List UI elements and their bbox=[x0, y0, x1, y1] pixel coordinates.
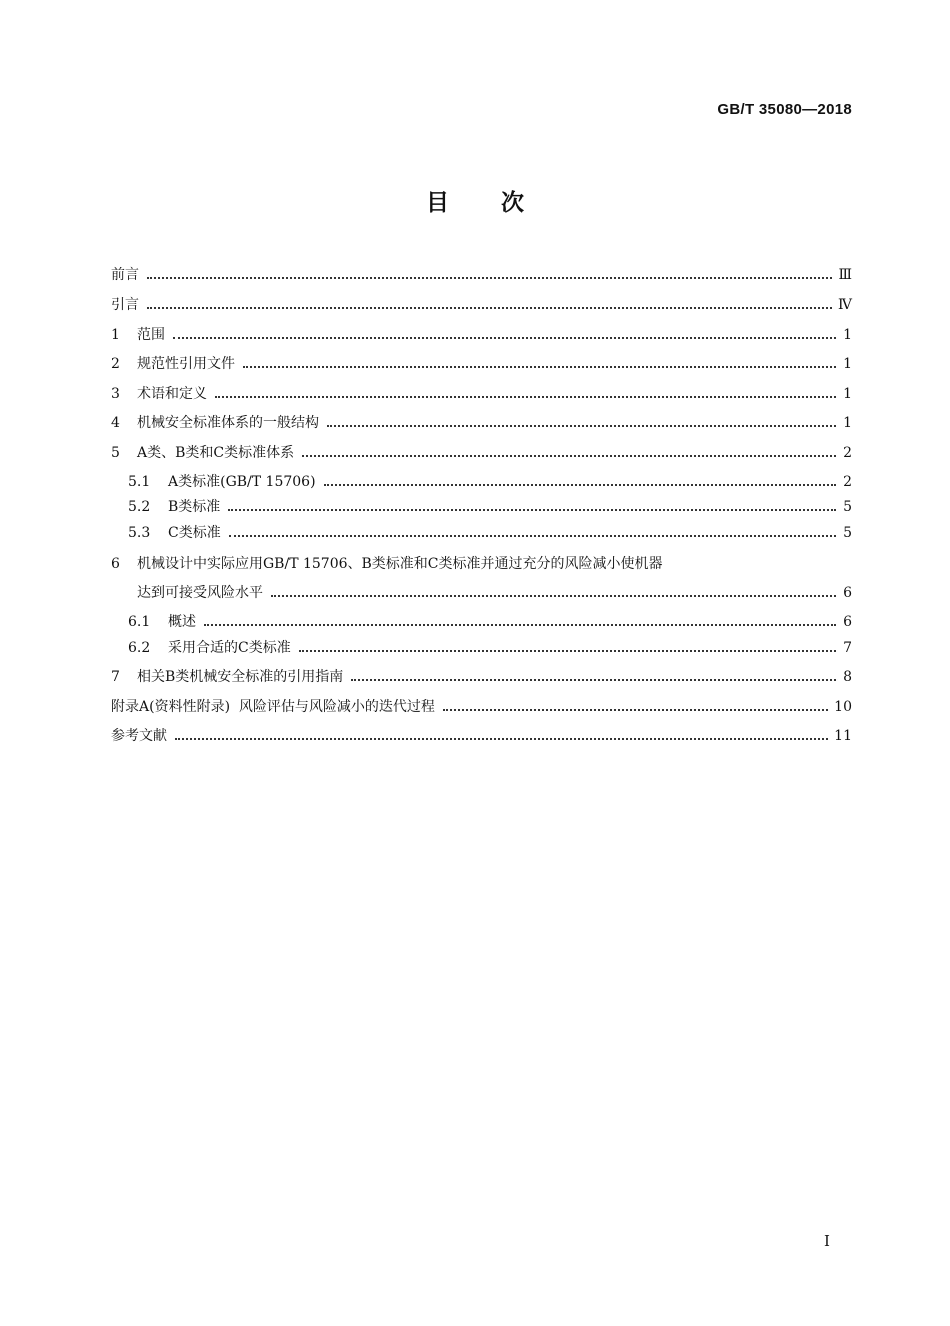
toc-entry-number: 4 bbox=[111, 415, 120, 431]
toc-entry-4[interactable] bbox=[111, 410, 852, 432]
toc-entry-label bbox=[111, 355, 235, 373]
toc-leader-dots bbox=[271, 595, 836, 597]
toc-entry-page: Ⅳ bbox=[838, 297, 852, 313]
toc-entry-page: 2 bbox=[843, 445, 852, 461]
toc-entry-number: 6 bbox=[111, 556, 120, 572]
toc-entry-label: 引言 bbox=[111, 297, 139, 313]
toc-entry-page: 6 bbox=[843, 585, 852, 601]
toc-entry-text: 相关B类机械安全标准的引用指南 bbox=[137, 669, 344, 685]
toc-entry-3[interactable] bbox=[111, 381, 852, 403]
toc-entry-6[interactable] bbox=[111, 551, 852, 573]
toc-entry-text: 采用合适的C类标准 bbox=[168, 640, 291, 656]
toc-entry-number: 1 bbox=[111, 327, 120, 343]
toc-entry-6-2[interactable] bbox=[128, 635, 852, 657]
toc-entry-7[interactable] bbox=[111, 664, 852, 686]
toc-entry-text: 范围 bbox=[137, 327, 165, 343]
toc-entry-label bbox=[111, 444, 294, 462]
toc-entry-label: 达到可接受风险水平 bbox=[137, 585, 263, 601]
toc-entry-number: 3 bbox=[111, 386, 120, 402]
toc-entry-page: 1 bbox=[843, 327, 852, 343]
toc-entry-number: 5.3 bbox=[128, 525, 151, 541]
toc-entry-label bbox=[128, 473, 316, 491]
toc-entry-label bbox=[111, 414, 319, 432]
toc-entry-2[interactable] bbox=[111, 351, 852, 373]
toc-entry-number: 6.1 bbox=[128, 614, 151, 630]
toc-leader-dots bbox=[215, 396, 836, 398]
toc-entry-page: 10 bbox=[834, 699, 852, 715]
toc-entry-text: B类标准 bbox=[168, 499, 221, 515]
toc-entry-page: 11 bbox=[834, 728, 852, 744]
toc-leader-dots bbox=[302, 455, 836, 457]
toc-leader-dots bbox=[147, 277, 832, 279]
toc-leader-dots bbox=[175, 738, 828, 740]
toc-entry-number: 5.1 bbox=[128, 474, 151, 490]
toc-entry-6-1[interactable] bbox=[128, 609, 852, 631]
toc-leader-dots bbox=[229, 535, 836, 537]
title-char-1: 目 bbox=[426, 190, 449, 216]
toc-leader-dots bbox=[228, 509, 836, 511]
toc-leader-dots bbox=[299, 650, 836, 652]
toc-entry-page: 1 bbox=[843, 356, 852, 372]
toc-entry-text: A类、B类和C类标准体系 bbox=[137, 445, 295, 461]
toc-entry-label bbox=[128, 498, 220, 516]
toc-entry-text: 机械安全标准体系的一般结构 bbox=[137, 415, 319, 431]
toc-entry-number: 2 bbox=[111, 356, 120, 372]
toc-entry-page: 5 bbox=[843, 525, 852, 541]
page-title bbox=[0, 184, 950, 217]
toc-entry-label bbox=[128, 639, 291, 657]
toc-leader-dots bbox=[443, 709, 828, 711]
toc-entry-text: 机械设计中实际应用GB/T 15706、B类标准和C类标准并通过充分的风险减小使机器 bbox=[137, 556, 663, 572]
toc-leader-dots bbox=[147, 307, 832, 309]
toc-entry-page: 6 bbox=[843, 614, 852, 630]
toc-entry-number: 7 bbox=[111, 669, 120, 685]
toc-entry-number: 5.2 bbox=[128, 499, 151, 515]
toc-entry-page: 2 bbox=[843, 474, 852, 490]
toc-leader-dots bbox=[173, 337, 836, 339]
toc-leader-dots bbox=[204, 624, 836, 626]
toc-entry-page: 8 bbox=[843, 669, 852, 685]
toc-entry-number: 5 bbox=[111, 445, 120, 461]
toc-entry-page: 1 bbox=[843, 415, 852, 431]
toc-entry-label bbox=[111, 555, 663, 573]
toc-entry-text: A类标准(GB/T 15706) bbox=[168, 474, 316, 490]
standard-code: GB/T 35080—2018 bbox=[717, 101, 852, 118]
toc-entry-introduction[interactable] bbox=[111, 292, 852, 314]
toc-entry-5-2[interactable] bbox=[128, 494, 852, 516]
toc-entry-text: C类标准 bbox=[168, 525, 221, 541]
toc-entry-label: 附录A(资料性附录) 风险评估与风险减小的迭代过程 bbox=[111, 699, 435, 715]
toc-entry-page: 1 bbox=[843, 386, 852, 402]
toc-leader-dots bbox=[351, 679, 836, 681]
toc-entry-label bbox=[111, 385, 207, 403]
toc-entry-text: 规范性引用文件 bbox=[137, 356, 235, 372]
toc-entry-5-1[interactable] bbox=[128, 469, 852, 491]
title-char-2: 次 bbox=[501, 190, 524, 216]
toc-entry-annex-a[interactable] bbox=[111, 694, 852, 716]
toc-leader-dots bbox=[324, 484, 836, 486]
toc-entry-page: Ⅲ bbox=[838, 267, 852, 283]
toc-entry-bibliography[interactable] bbox=[111, 723, 852, 745]
toc-entry-label bbox=[128, 524, 221, 542]
toc-entry-label bbox=[111, 326, 165, 344]
toc-leader-dots bbox=[243, 366, 836, 368]
toc-entry-page: 7 bbox=[843, 640, 852, 656]
page-number: I bbox=[824, 1232, 830, 1250]
toc-entry-label: 前言 bbox=[111, 267, 139, 283]
toc-entry-5[interactable] bbox=[111, 440, 852, 462]
toc-entry-foreword[interactable] bbox=[111, 262, 852, 284]
toc-entry-number: 6.2 bbox=[128, 640, 151, 656]
toc-entry-text: 术语和定义 bbox=[137, 386, 207, 402]
toc-entry-5-3[interactable] bbox=[128, 520, 852, 542]
toc-entry-label: 参考文献 bbox=[111, 728, 167, 744]
toc-entry-text: 概述 bbox=[168, 614, 196, 630]
toc-entry-1[interactable] bbox=[111, 322, 852, 344]
toc-entry-label bbox=[128, 613, 196, 631]
toc-entry-label bbox=[111, 668, 343, 686]
toc-leader-dots bbox=[327, 425, 836, 427]
toc-entry-6-continued[interactable] bbox=[137, 580, 852, 602]
toc-entry-page: 5 bbox=[843, 499, 852, 515]
